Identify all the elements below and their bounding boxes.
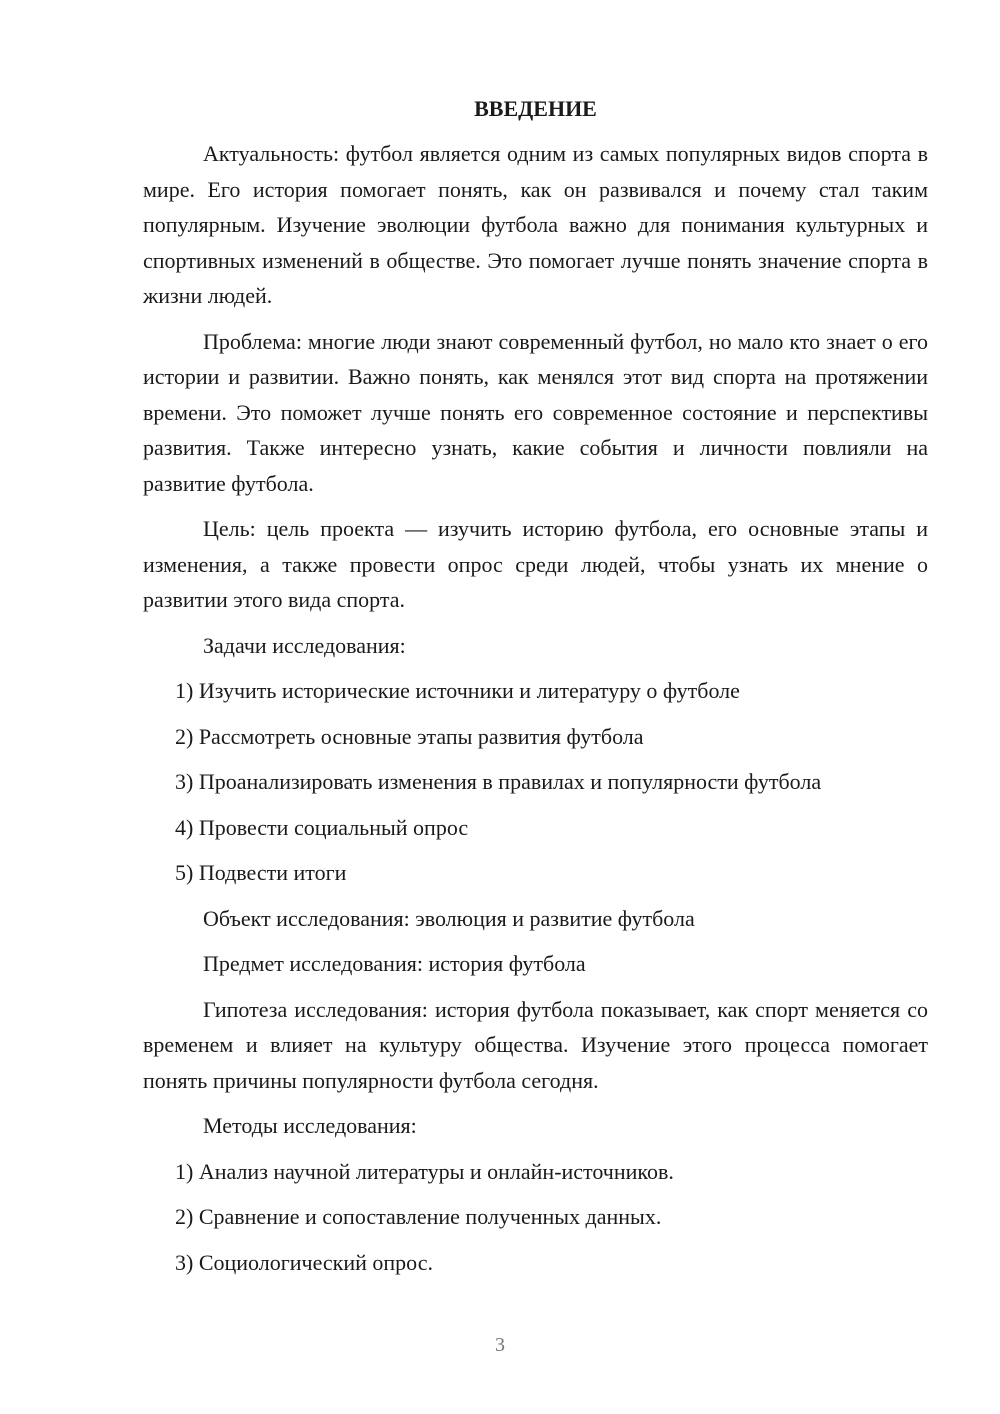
task-item: 2) Рассмотреть основные этапы развития футбола (175, 723, 644, 749)
hypothesis-paragraph: Гипотеза исследования: история футбола показывает, как спорт меняется со временем и влияет на культуру общества. Изучение этого процесса помогает понять причины популярности футбола сегодня. (143, 996, 928, 1093)
task-item: 4) Провести социальный опрос (175, 814, 469, 840)
task-item: 5) Подвести итоги (175, 860, 347, 885)
page-number: 3 (495, 1334, 505, 1356)
object-line: Объект исследования: эволюция и развитие футбола (203, 905, 695, 931)
method-item: 1) Анализ научной литературы и онлайн-источников. (175, 1158, 674, 1184)
page-title: ВВЕДЕНИЕ (474, 96, 597, 121)
problem-paragraph: Проблема: многие люди знают современный футбол, но мало кто знает о его истории и развитии. Важно понять, как менялся этот вид спорта на протяжении времени. Это поможет лучше понять его современное состояние и перспективы развития. Также интересно узнать, какие события и личности повлияли на развитие футбола. (143, 328, 928, 496)
page-content (143, 94, 928, 1290)
subject-line: Предмет исследования: история футбола (203, 951, 586, 976)
task-item: 3) Проанализировать изменения в правилах и популярности футбола (175, 769, 822, 794)
methods-label: Методы исследования: (203, 1113, 417, 1138)
task-item: 1) Изучить исторические источники и литературу о футболе (175, 678, 740, 703)
method-item: 3) Социологический опрос. (175, 1249, 433, 1275)
tasks-label: Задачи исследования: (203, 632, 406, 658)
goal-paragraph: Цель: цель проекта — изучить историю футбола, его основные этапы и изменения, а также провести опрос среди людей, чтобы узнать их мнение о развитии этого вида спорта. (143, 516, 928, 612)
method-item: 2) Сравнение и сопоставление полученных данных. (175, 1204, 662, 1229)
relevance-paragraph: Актуальность: футбол является одним из самых популярных видов спорта в мире. Его история помогает понять, как он развивался и почему стал таким популярным. Изучение эволюции футбола важно для понимания культурных и спортивных изменений в обществе. Это помогает лучше понять значение спорта в жизни людей. (143, 141, 928, 308)
